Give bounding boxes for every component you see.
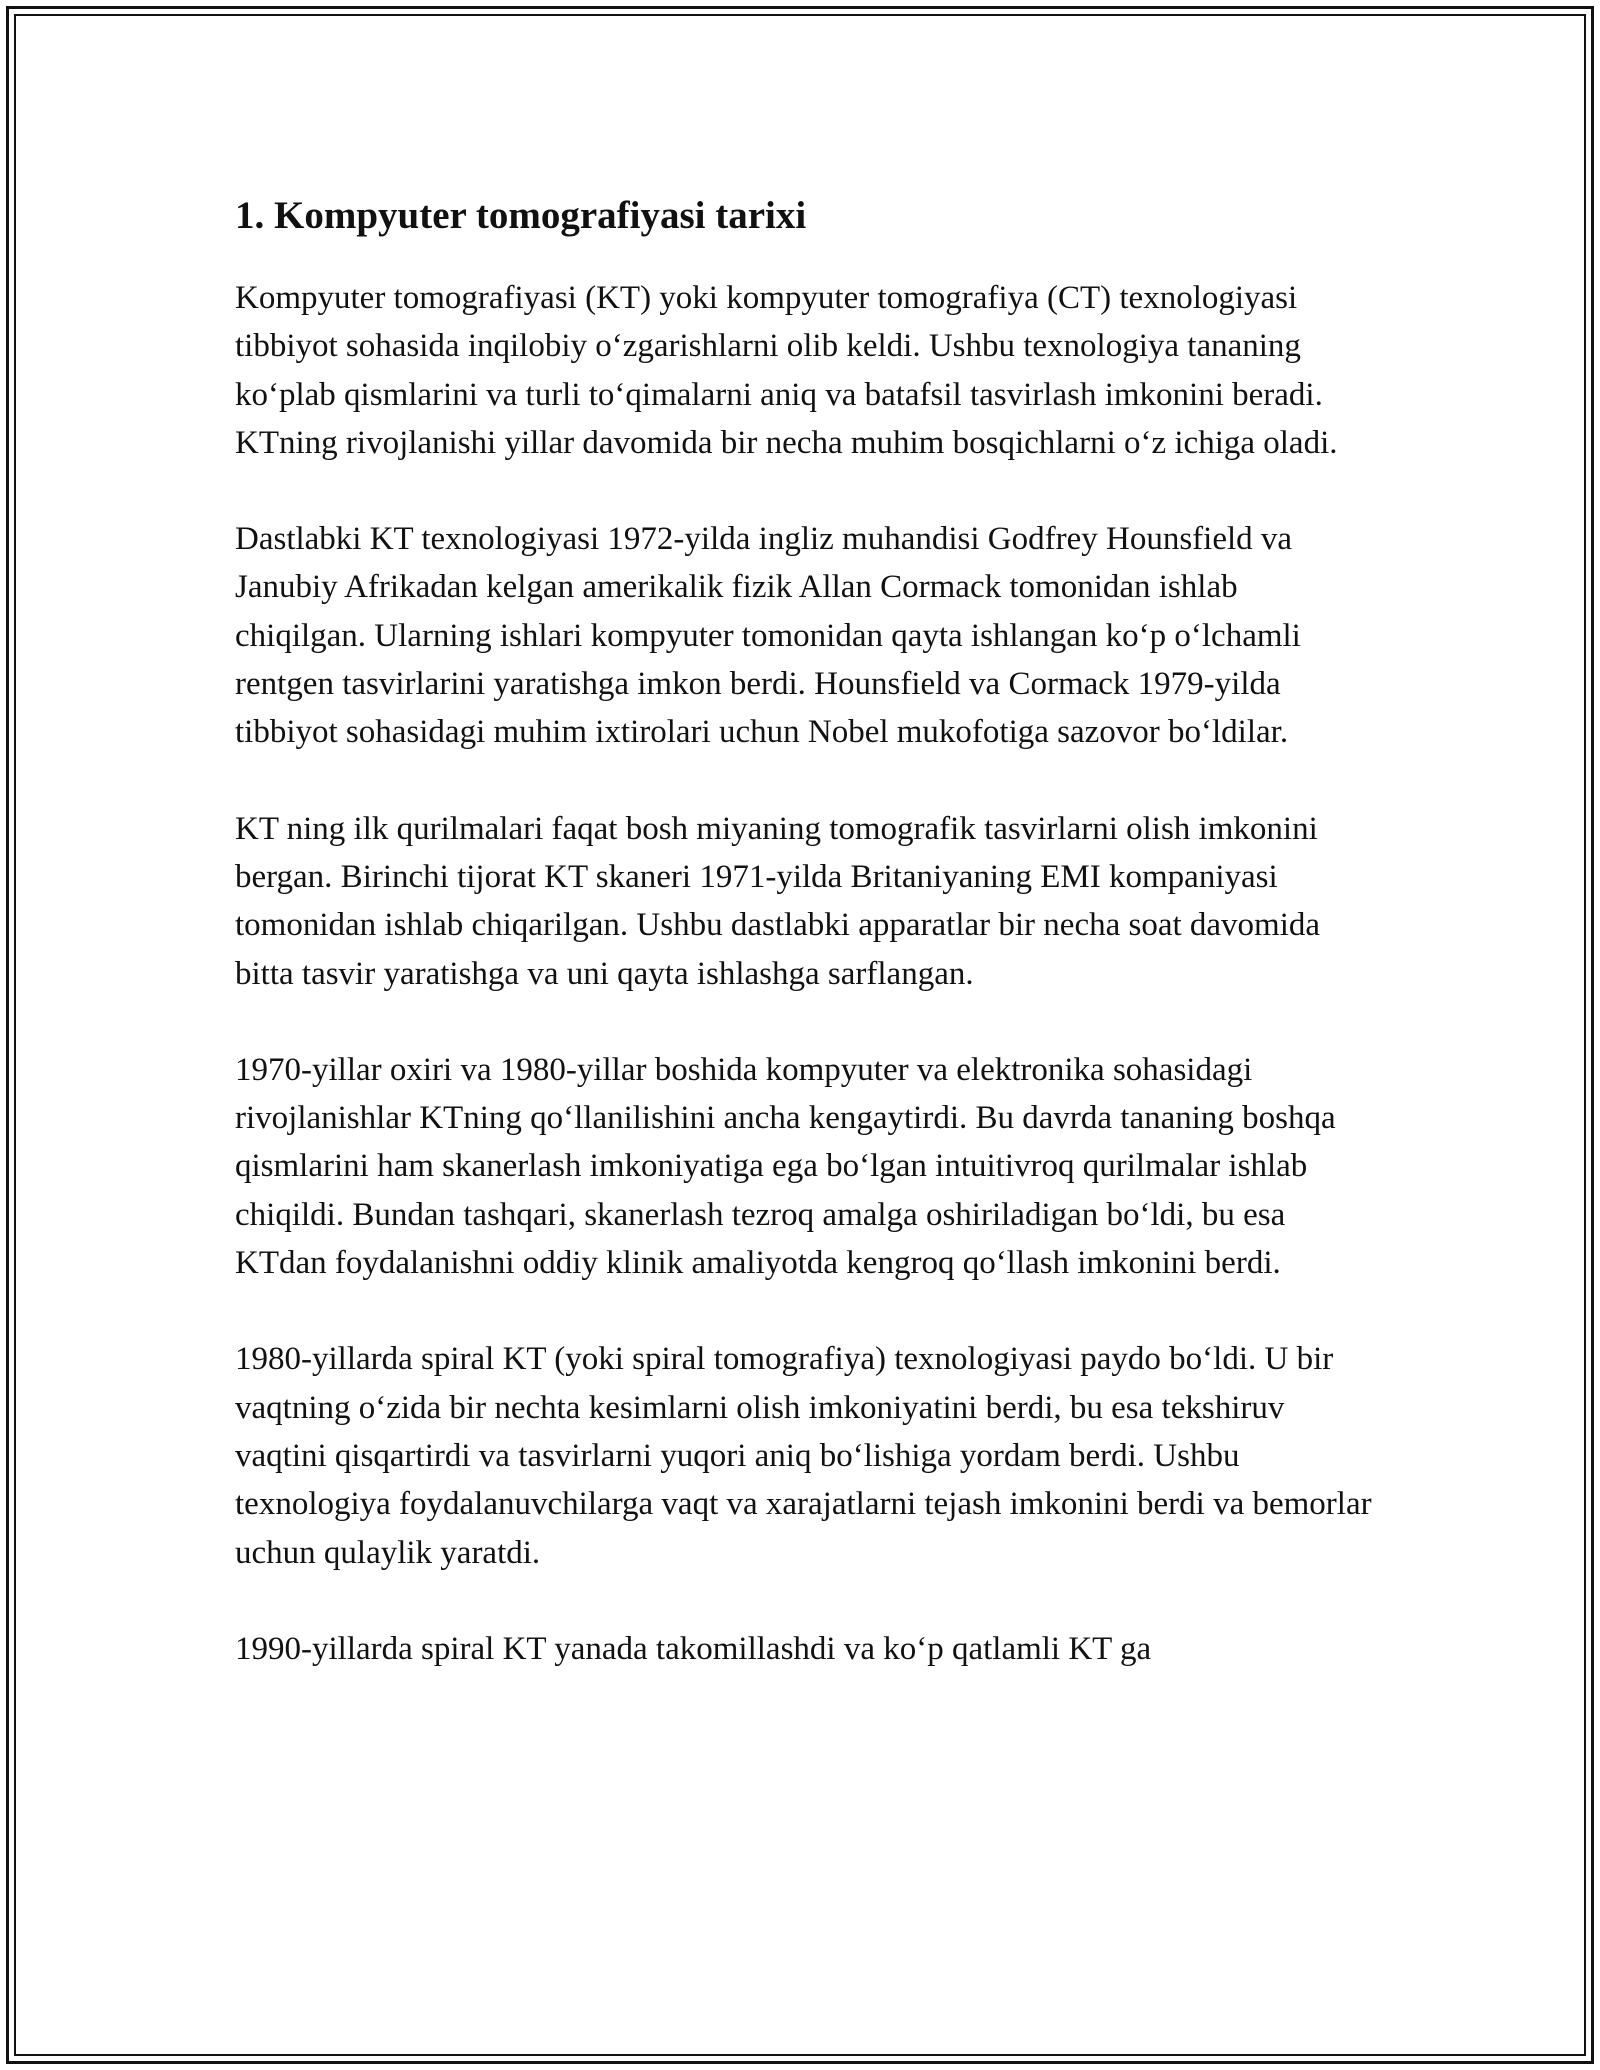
paragraph-1970s-1980s: 1970-yillar oxiri va 1980-yillar boshida kompyuter va elektronika sohasidagi rivojlanishlar KTning qoʻllanilishini ancha kengaytirdi. Bu davrda tananing boshqa qismlarini ham skanerlash imkoniyatiga ega boʻlgan intuitivroq qurilmalar ishlab chiqildi. Bundan tashqari, skanerlash tezroq amalga oshiriladigan boʻldi, bu esa KTdan foydalanishni oddiy klinik amaliyotda kengroq qoʻllash imkonini berdi. [235,1051,1336,1282]
paragraph-intro: Kompyuter tomografiyasi (KT) yoki kompyuter tomografiya (CT) texnologiyasi tibbiyot sohasida inqilobiy oʻzgarishlarni olib keldi. Ushbu texnologiya tananing koʻplab qismlarini va turli toʻqimalarni aniq va batafsil tasvirlash imkonini beradi. KTning rivojlanishi yillar davomida bir necha muhim bosqichlarni oʻz ichiga oladi. [235,280,1338,461]
paragraph-spiral-ct: 1980-yillarda spiral KT (yoki spiral tomografiya) texnologiyasi paydo boʻldi. U bir vaqtning oʻzida bir nechta kesimlarni olish imkoniyatini berdi, bu esa tekshiruv vaqtini qisqartirdi va tasvirlarni yuqori aniq boʻlishiga yordam berdi. Ushbu texnologiya foydalanuvchilarga vaqt va xarajatlarni tejash imkonini berdi va bemorlar uchun qulaylik yaratdi. [235,1341,1372,1571]
paragraph-first-devices: KT ning ilk qurilmalari faqat bosh miyaning tomografik tasvirlarni olish imkonini bergan. Birinchi tijorat KT skaneri 1971-yilda Britaniyaning EMI kompaniyasi tomonidan ishlab chiqarilgan. Ushbu dastlabki apparatlar bir necha soat davomida bitta tasvir yaratishga va uni qayta ishlashga sarflangan. [235,810,1321,992]
paragraph-1990s: 1990-yillarda spiral KT yanada takomillashdi va koʻp qatlamli KT ga [235,1630,1152,1667]
document-body [235,188,1375,1721]
section-heading: 1. Kompyuter tomografiyasi tarixi [235,194,807,237]
paragraph-invention: Dastlabki KT texnologiyasi 1972-yilda ingliz muhandisi Godfrey Hounsfield va Janubiy Afrikadan kelgan amerikalik fizik Allan Cormack tomonidan ishlab chiqilgan. Ularning ishlari kompyuter tomonidan qayta ishlangan koʻp oʻlchamli rentgen tasvirlarini yaratishga imkon berdi. Hounsfield va Cormack 1979-yilda tibbiyot sohasidagi muhim ixtirolari uchun Nobel mukofotiga sazovor boʻldilar. [235,521,1301,751]
